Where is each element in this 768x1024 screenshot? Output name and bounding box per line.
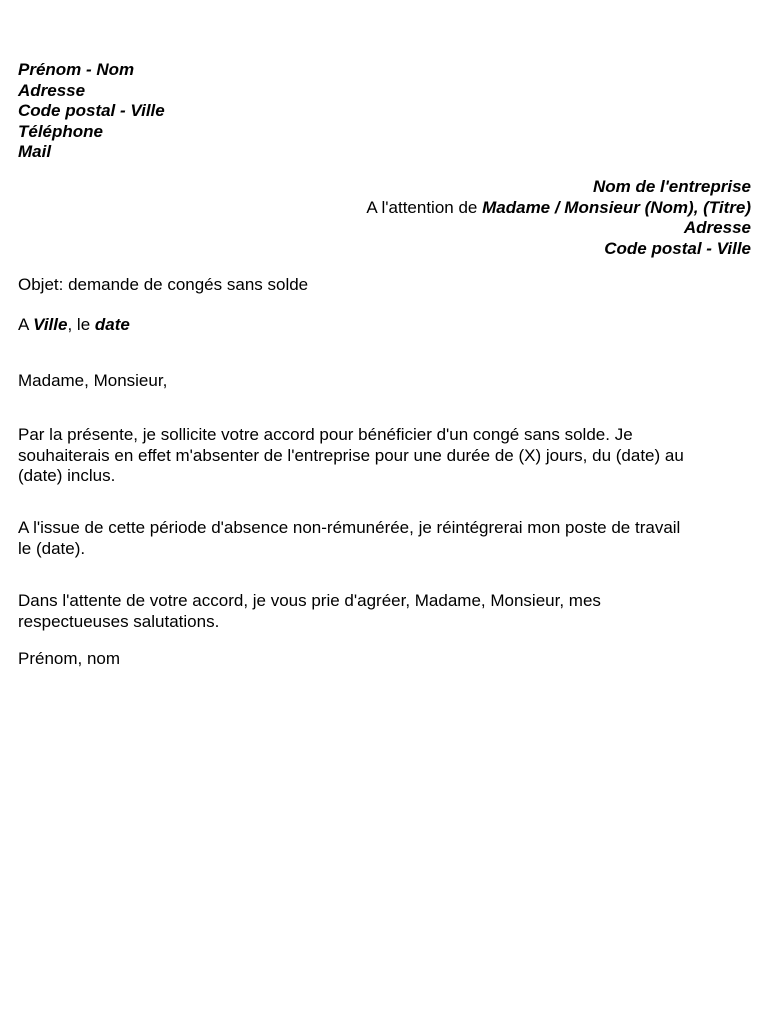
sender-phone: Téléphone <box>18 121 104 141</box>
paragraph-line: respectueuses salutations. <box>18 611 220 631</box>
subject-line: Objet: demande de congés sans solde <box>18 275 309 294</box>
place-date-separator: , le <box>67 315 95 334</box>
sender-name: Prénom - Nom <box>18 60 135 79</box>
sender-mail: Mail <box>18 142 52 161</box>
recipient-attention-prefix: A l'attention de <box>366 197 483 217</box>
place-date-line <box>18 315 748 336</box>
recipient-block <box>151 177 751 259</box>
sender-address: Adresse <box>18 80 86 100</box>
letter-date: date <box>94 315 130 334</box>
place-date-prefix: A <box>18 315 34 334</box>
paragraph-line: le (date). <box>18 538 86 558</box>
recipient-attention-name: Madame / Monsieur (Nom), (Titre) <box>482 197 751 217</box>
place-city: Ville <box>33 315 68 334</box>
recipient-company: Nom de l'entreprise <box>592 177 751 196</box>
recipient-address: Adresse <box>683 218 751 237</box>
recipient-attention-line <box>151 198 751 219</box>
paragraph-line: souhaiterais en effet m'absenter de l'entreprise pour une durée de (X) jours, du (date) au <box>18 445 684 465</box>
body-paragraph-3 <box>18 591 753 632</box>
paragraph-line: Par la présente, je sollicite votre accord pour bénéficier d'un congé sans solde. Je <box>18 425 633 444</box>
sender-block <box>18 60 418 163</box>
paragraph-line: A l'issue de cette période d'absence non-rémunérée, je réintégrerai mon poste de travail <box>18 518 681 537</box>
sender-postal-city: Code postal - Ville <box>18 101 165 120</box>
body-paragraph-2 <box>18 518 753 559</box>
recipient-postal-city: Code postal - Ville <box>604 238 751 258</box>
body-paragraph-1 <box>18 425 753 487</box>
signature-line: Prénom, nom <box>18 649 121 668</box>
paragraph-line: Dans l'attente de votre accord, je vous prie d'agréer, Madame, Monsieur, mes <box>18 591 601 610</box>
salutation: Madame, Monsieur, <box>18 371 168 390</box>
paragraph-line: (date) inclus. <box>18 466 116 485</box>
